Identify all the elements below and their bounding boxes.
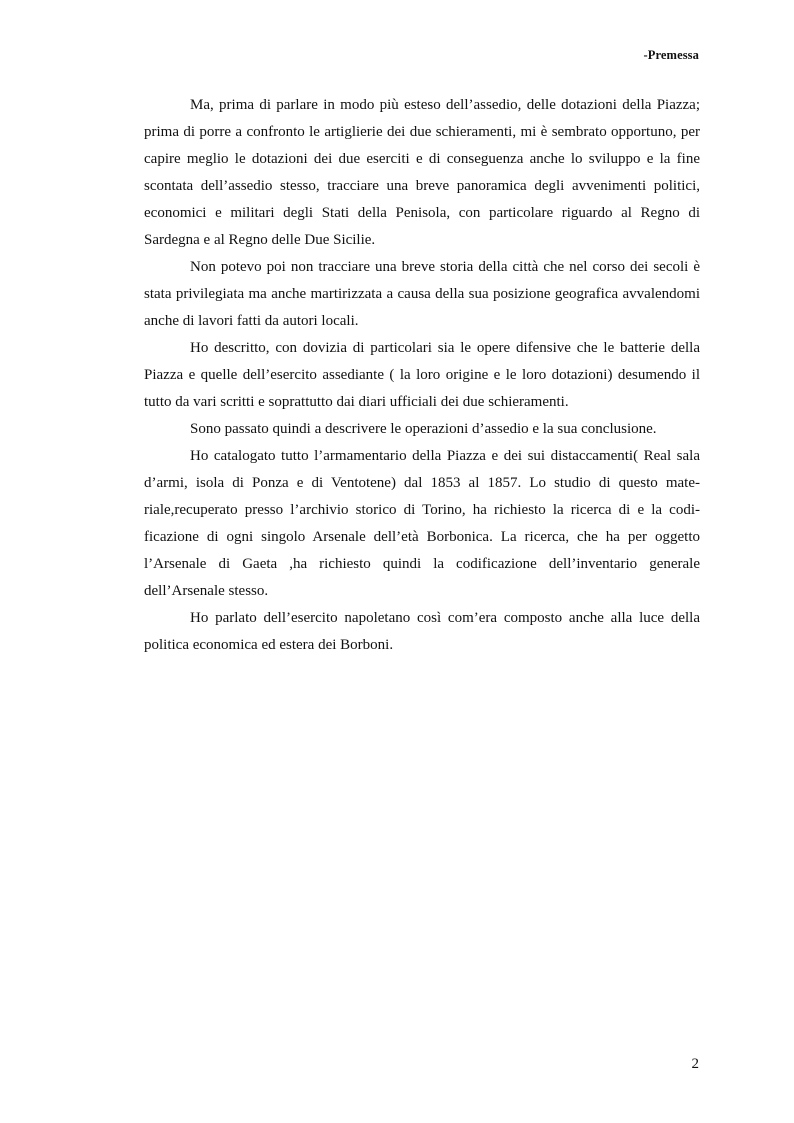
paragraph: Sono passato quindi a descrivere le operazioni d’assedio e la sua conclusione. [190, 421, 657, 437]
paragraph: Ho descritto, con dovizia di particolari sia le opere difensive che le batterie della Piazza e quelle dell’esercito assediante ( la loro origine e le loro dotazioni) desumendo il tutto da vari scritti e soprattutto dai diari ufficiali dei due schieramenti. [144, 340, 700, 410]
page-number: 2 [691, 1056, 699, 1072]
paragraph: Ho catalogato tutto l’armamentario della Piazza e dei sui distaccamenti( Real sala d’armi, isola di Ponza e di Ventotene) dal 1853 al 1857. Lo studio di questo materiale,recuperato presso l’archivio storico di Torino, ha richiesto la ricerca di e la codificazione di ogni singolo Arsenale dell’età Borbonica. La ricerca, che ha per oggetto l’Arsenale di Gaeta ,ha richiesto quindi la codificazione dell’inventario generale dell’Arsenale stesso. [144, 448, 700, 599]
paragraph: Non potevo poi non tracciare una breve storia della città che nel corso dei secoli è stata privilegiata ma anche martirizzata a causa della sua posizione geografica avvalendomi anche di lavori fatti da autori locali. [144, 259, 700, 329]
paragraph: Ma, prima di parlare in modo più esteso dell’assedio, delle dotazioni della Piazza; prima di porre a confronto le artiglierie dei due schieramenti, mi è sembrato opportuno, per capire meglio le dotazioni dei due eserciti e di conseguenza anche lo sviluppo e la fine scontata dell’assedio stesso, tracciare una breve panoramica degli avvenimenti politici, economici e militari degli Stati della Penisola, con particolare riguardo al Regno di Sardegna e al Regno delle Due Sicilie. [144, 97, 700, 248]
body-text [144, 92, 700, 659]
paragraph: Ho parlato dell’esercito napoletano così com’era composto anche alla luce della politica economica ed estera dei Borboni. [144, 610, 700, 653]
running-header: -Premessa [643, 48, 699, 62]
